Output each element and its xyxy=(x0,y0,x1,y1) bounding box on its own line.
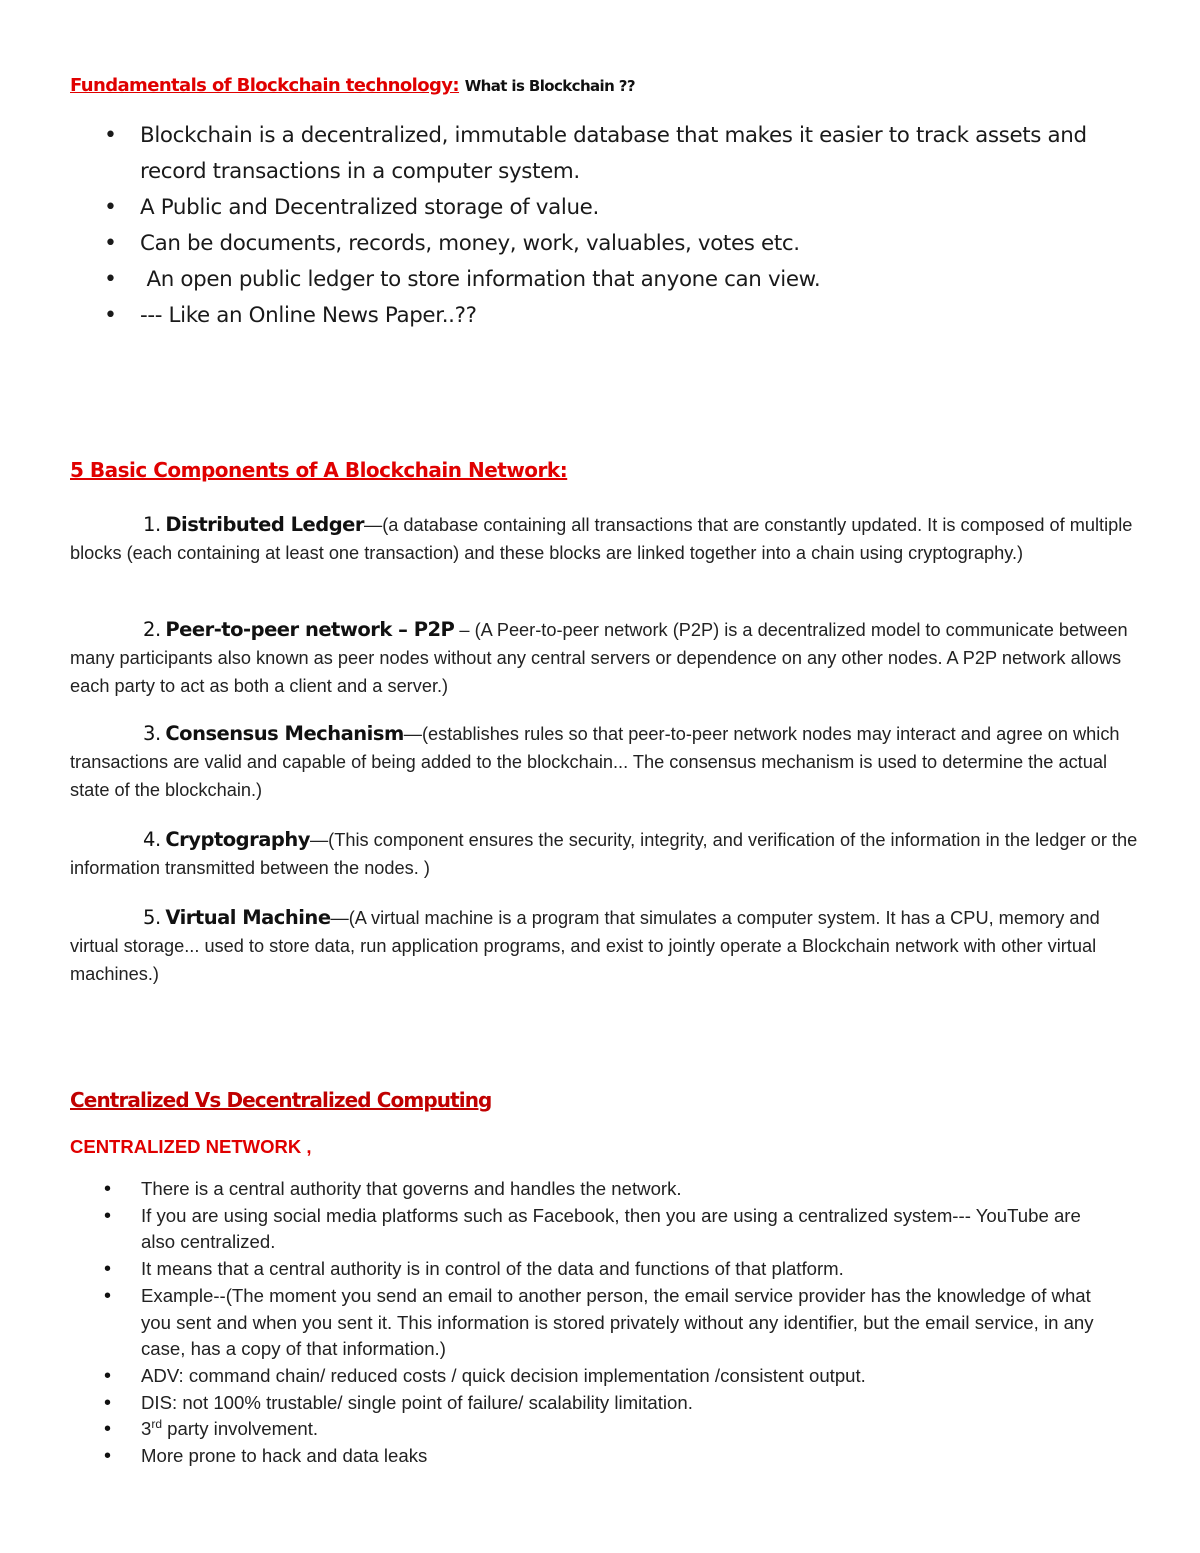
heading-centralized-vs-decentralized: Centralized Vs Decentralized Computing xyxy=(70,1088,492,1112)
component-separator: – xyxy=(454,620,475,640)
list-item: • More prone to hack and data leaks xyxy=(104,1443,1104,1470)
list-item: • --- Like an Online News Paper..?? xyxy=(104,298,1114,334)
component-separator: — xyxy=(309,830,329,850)
list-item: • Blockchain is a decentralized, immutable database that makes it easier to track assets and record transactions in a computer system. xyxy=(104,118,1114,190)
component-consensus xyxy=(70,720,1140,804)
list-item: • ADV: command chain/ reduced costs / quick decision implementation /consistent output. xyxy=(104,1363,1104,1390)
component-number: 4. xyxy=(143,828,161,851)
component-number: 3. xyxy=(143,722,161,745)
component-virtual-machine xyxy=(70,904,1140,988)
component-description: (A virtual machine is a program that simulates a computer system. It has a CPU, memory and virtual storage... used to store data, run application programs, and exist to jointly operate a Blockchain network with other virtual machines.) xyxy=(70,908,1100,984)
list-item: • An open public ledger to store information that anyone can view. xyxy=(104,262,1114,298)
component-p2p-network xyxy=(70,616,1140,700)
component-description: (establishes rules so that peer-to-peer network nodes may interact and agree on which transactions are valid and capable of being added to the blockchain... The consensus mechanism is used to determine the actual state of the blockchain.) xyxy=(70,724,1120,800)
list-item: • A Public and Decentralized storage of value. xyxy=(104,190,1114,226)
heading-fundamentals xyxy=(70,75,635,96)
component-number: 1. xyxy=(143,513,161,536)
component-name: Cryptography xyxy=(165,828,310,851)
third-party-text: party involvement. xyxy=(162,1418,319,1440)
blockchain-definition-list xyxy=(104,118,1114,334)
list-item: • Example--(The moment you send an email to another person, the email service provider has the knowledge of what you sent and when you sent it. This information is stored privately without any identifier, but the email service, in any case, has a copy of that information.) xyxy=(104,1283,1104,1363)
list-item: • There is a central authority that governs and handles the network. xyxy=(104,1176,1104,1203)
component-name: Virtual Machine xyxy=(165,906,331,929)
component-name: Consensus Mechanism xyxy=(165,722,404,745)
heading-components: 5 Basic Components of A Blockchain Network: xyxy=(70,458,568,482)
component-cryptography xyxy=(70,826,1140,882)
component-separator: — xyxy=(364,515,383,535)
heading-fundamentals-sub: What is Blockchain ?? xyxy=(464,77,636,95)
heading-fundamentals-main: Fundamentals of Blockchain technology: xyxy=(70,75,460,96)
centralized-network-list xyxy=(104,1176,1104,1470)
list-item: • Can be documents, records, money, work, valuables, votes etc. xyxy=(104,226,1114,262)
component-separator: — xyxy=(330,908,349,928)
list-item: • DIS: not 100% trustable/ single point of failure/ scalability limitation. xyxy=(104,1390,1104,1417)
component-name: Distributed Ledger xyxy=(165,513,365,536)
list-item: • It means that a central authority is in control of the data and functions of that platform. xyxy=(104,1256,1104,1283)
component-distributed-ledger xyxy=(70,511,1140,567)
third-party-number: 3 xyxy=(141,1418,152,1440)
third-party-superscript: rd xyxy=(151,1417,163,1432)
component-number: 2. xyxy=(143,618,161,641)
component-number: 5. xyxy=(143,906,161,929)
component-description: (a database containing all transactions that are constantly updated. It is composed of multiple blocks (each containing at least one transaction) and these blocks are linked together into a chain using cryptography.) xyxy=(70,515,1133,563)
component-separator: — xyxy=(403,724,422,744)
component-description: (A Peer-to-peer network (P2P) is a decentralized model to communicate between many participants also known as peer nodes without any central servers or dependence on any other nodes. A P2P network allows each party to act as both a client and a server.) xyxy=(70,620,1128,696)
component-description: (This component ensures the security, integrity, and verification of the information in the ledger or the information transmitted between the nodes. ) xyxy=(70,830,1138,878)
list-item xyxy=(104,1416,1104,1443)
heading-centralized-network: CENTRALIZED NETWORK , xyxy=(70,1136,312,1157)
component-name: Peer-to-peer network – P2P xyxy=(165,618,455,641)
list-item: • If you are using social media platforms such as Facebook, then you are using a centralized system--- YouTube are also centralized. xyxy=(104,1203,1104,1256)
